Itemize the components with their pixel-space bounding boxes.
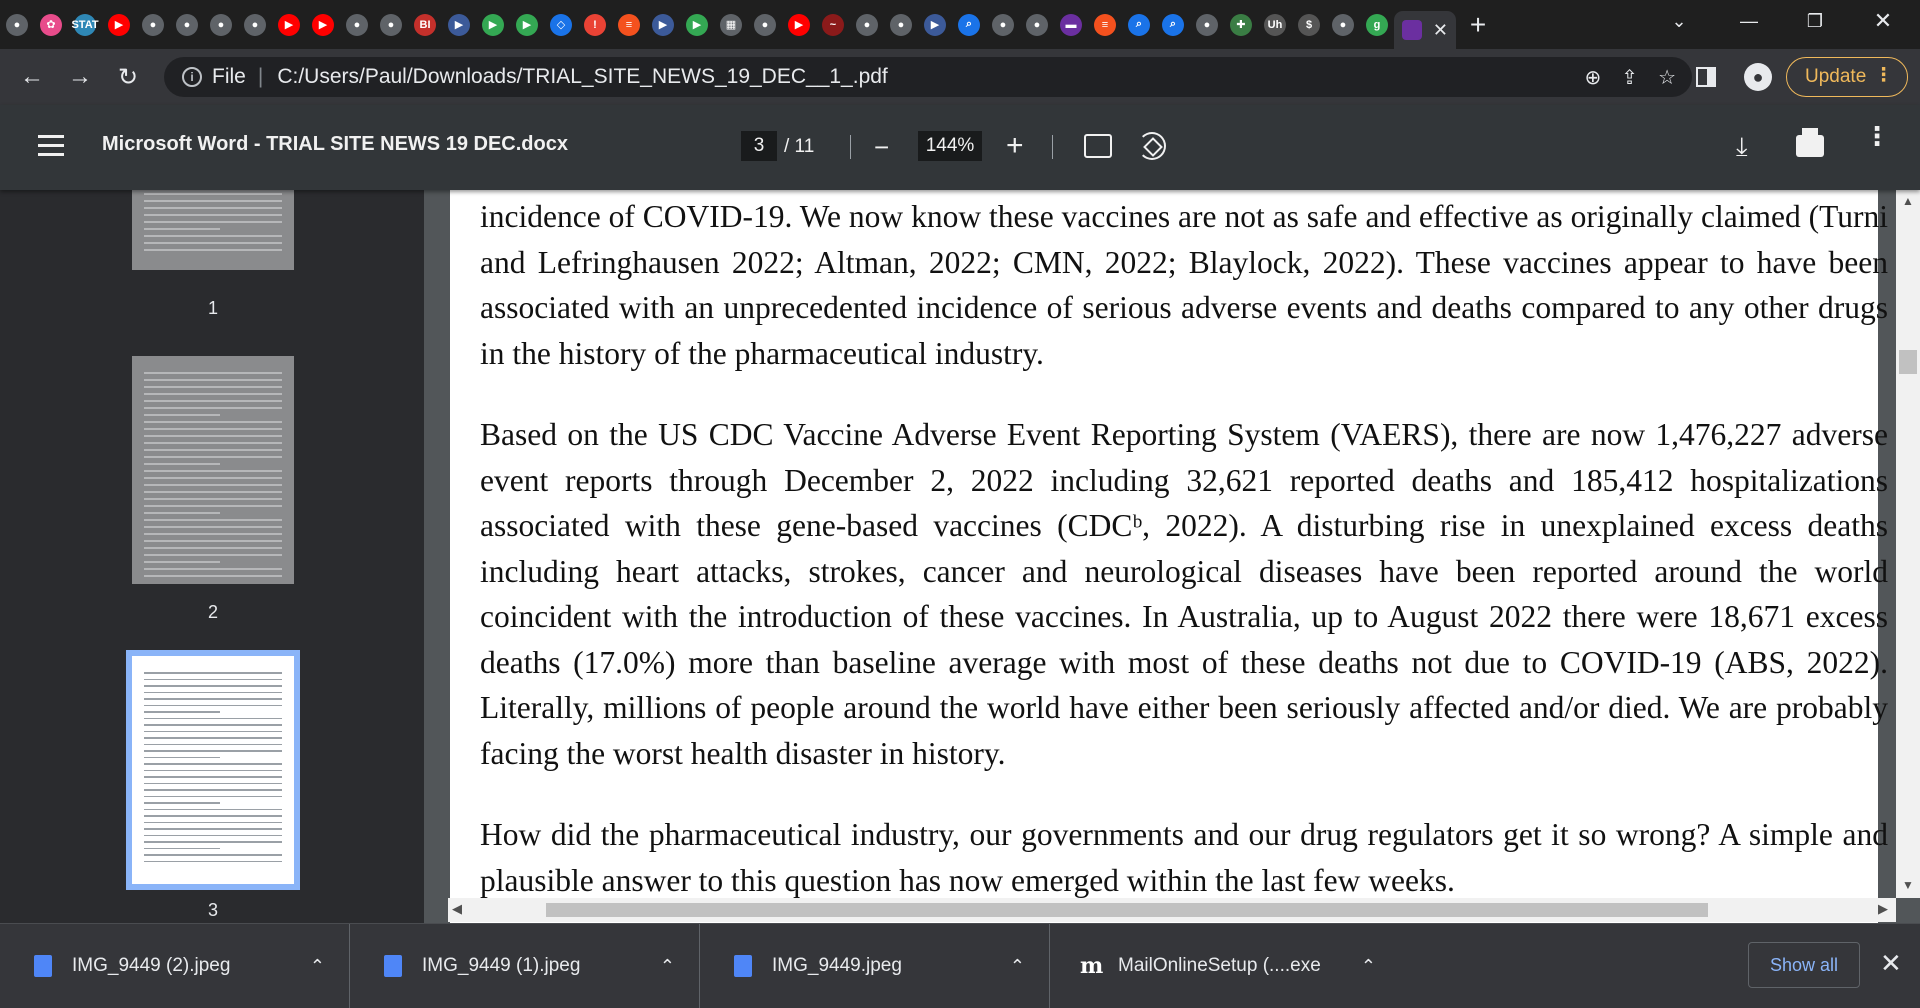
thumbnail-text-line (144, 750, 282, 752)
favicon-tab-16-icon: ▶ (516, 14, 538, 36)
tab[interactable] (918, 0, 952, 49)
pdf-viewer[interactable] (424, 190, 1920, 923)
thumbnail-text-line (144, 498, 282, 500)
thumbnail-text-line (144, 235, 282, 237)
favicon-tab-3-icon: STAT (74, 14, 96, 36)
thumbnail-text-line (144, 200, 282, 202)
show-all-button[interactable]: Show all (1748, 942, 1860, 988)
thumbnail-text-line (144, 789, 282, 791)
favicon-tab-15-icon: ▶ (482, 14, 504, 36)
thumbnail-label: 1 (207, 298, 218, 318)
favicon-tab-17-icon: ◇ (550, 14, 572, 36)
window-close-button[interactable]: ✕ (1873, 8, 1893, 33)
tab[interactable] (1360, 0, 1394, 49)
tab[interactable] (204, 0, 238, 49)
pdf-toolbar (0, 105, 1920, 190)
browser-toolbar (0, 49, 1920, 105)
tab[interactable] (986, 0, 1020, 49)
thumbnail-text-line (144, 214, 282, 216)
thumbnail-text-line (144, 484, 282, 486)
tab[interactable] (1156, 0, 1190, 49)
thumbnail-text-line (144, 428, 282, 430)
favicon-tab-5-icon: ● (142, 14, 164, 36)
vertical-scroll-thumb[interactable] (1899, 350, 1917, 374)
thumbnail-text-line (144, 770, 282, 772)
tab[interactable] (1190, 0, 1224, 49)
menu-dots-icon: ⋮ (1874, 65, 1893, 86)
thumbnail-text-line (144, 672, 282, 674)
tab[interactable] (1020, 0, 1054, 49)
tab-search-icon[interactable]: ⌄ (1671, 10, 1687, 31)
sidebar-menu-icon[interactable] (38, 135, 64, 157)
favicon-tab-35-icon: ⌕ (1162, 14, 1184, 36)
zoom-icon[interactable]: ⊕ (1584, 66, 1602, 89)
thumbnail-text-line (144, 435, 282, 437)
favicon-tab-29-icon: ⌕ (958, 14, 980, 36)
favicon-tab-23-icon: ● (754, 14, 776, 36)
thumbnail-text-line (144, 848, 220, 850)
download-filename: MailOnlineSetup (....exe (1118, 955, 1321, 976)
tab[interactable] (1122, 0, 1156, 49)
reload-button[interactable]: ↻ (117, 63, 139, 91)
favicon-tab-13-icon: BI (414, 14, 436, 36)
thumbnail-text-line (144, 456, 282, 458)
favicon-tab-7-icon: ● (210, 14, 232, 36)
tab[interactable] (306, 0, 340, 49)
download-filename: IMG_9449.jpeg (772, 955, 902, 976)
download-shelf (0, 923, 1920, 1008)
thumbnail-text-line (144, 554, 282, 556)
thumbnail-text-line (144, 242, 282, 244)
chevron-up-icon[interactable]: ⌃ (659, 955, 675, 976)
thumbnail-text-line (144, 421, 282, 423)
tab[interactable] (816, 0, 850, 49)
toolbar-divider (850, 135, 851, 159)
active-tab[interactable] (1394, 11, 1456, 49)
minimize-button[interactable]: — (1740, 10, 1758, 31)
thumbnail-text-line (144, 193, 282, 195)
favicon-tab-27-icon: ● (890, 14, 912, 36)
download-item[interactable] (1050, 924, 1400, 1008)
favicon-tab-9-icon: ▶ (278, 14, 300, 36)
paragraph: How did the pharmaceutical industry, our governments and our drug regulators get it so wrong? A simple and plausible answer to this question has now emerged within the last few weeks. (480, 817, 1888, 898)
favicon-tab-37-icon: ✚ (1230, 14, 1252, 36)
thumbnail-text-line (144, 783, 282, 785)
thumbnail-text-line (144, 679, 282, 681)
tab[interactable] (782, 0, 816, 49)
page-total: / 11 (784, 136, 815, 157)
thumbnail-text-line (144, 407, 282, 409)
tab[interactable] (952, 0, 986, 49)
thumbnail-label: 2 (207, 602, 218, 622)
thumbnail-label: 3 (207, 900, 218, 920)
thumbnail-text-line (144, 711, 220, 713)
tab[interactable] (0, 0, 34, 49)
favicon-tab-19-icon: ≡ (618, 14, 640, 36)
download-item[interactable] (350, 924, 700, 1008)
thumbnail-text-line (144, 533, 282, 535)
profile-avatar-icon[interactable]: ● (1744, 63, 1772, 91)
favicon-tab-25-icon: ~ (822, 14, 844, 36)
thumbnail-text-line (144, 575, 282, 577)
forward-button[interactable]: → (68, 63, 92, 90)
thumbnail-text-line (144, 802, 220, 804)
pdf-page (450, 190, 1888, 923)
tab[interactable] (612, 0, 646, 49)
close-shelf-icon[interactable]: ✕ (1880, 948, 1902, 978)
thumbnail-text-line (144, 400, 282, 402)
thumbnail-text-line (144, 477, 282, 479)
favicon-tab-1-icon: ● (6, 14, 28, 36)
thumbnail-text-line (144, 718, 282, 720)
chevron-up-icon[interactable]: ⌃ (309, 955, 325, 976)
tab[interactable] (476, 0, 510, 49)
scroll-right-arrow-icon[interactable]: ▶ (1878, 901, 1888, 916)
bookmark-star-icon[interactable]: ☆ (1658, 66, 1676, 89)
fit-page-icon[interactable] (1084, 134, 1112, 158)
tab[interactable] (714, 0, 748, 49)
thumbnail-text-line (144, 763, 282, 765)
favicon-tab-36-icon: ● (1196, 14, 1218, 36)
thumbnail-text-line (144, 815, 282, 817)
new-tab-button[interactable]: + (1469, 8, 1487, 40)
document-vertical-scrollbar[interactable] (1896, 190, 1920, 898)
more-actions-icon[interactable]: ⋮ (1864, 121, 1890, 151)
favicon-tab-26-icon: ● (856, 14, 878, 36)
favicon-tab-14-icon: ▶ (448, 14, 470, 36)
thumbnail-text-line (144, 463, 220, 465)
rotate-icon[interactable] (1138, 132, 1166, 160)
tab[interactable] (102, 0, 136, 49)
share-icon[interactable]: ⇪ (1621, 66, 1639, 89)
tab[interactable] (170, 0, 204, 49)
chevron-up-icon[interactable]: ⌃ (1009, 955, 1025, 976)
toolbar-divider (1052, 135, 1053, 159)
tab[interactable] (442, 0, 476, 49)
tab[interactable] (1292, 0, 1326, 49)
tab[interactable] (374, 0, 408, 49)
scroll-up-arrow-icon[interactable]: ▲ (1902, 194, 1914, 208)
zoom-input[interactable]: 144% (918, 131, 982, 161)
scroll-left-arrow-icon[interactable]: ◀ (452, 901, 462, 916)
thumbnail-text-line (144, 414, 220, 416)
thumbnail-page-1[interactable] (132, 190, 294, 270)
tab[interactable] (1054, 0, 1088, 49)
restore-button[interactable]: ❐ (1806, 10, 1824, 31)
tab[interactable] (850, 0, 884, 49)
scheme-label: File (212, 65, 246, 88)
thumbnail-text-line (144, 744, 282, 746)
favicon-tab-32-icon: ▬ (1060, 14, 1082, 36)
thumbnail-text-line (144, 519, 282, 521)
favicon-tab-11-icon: ● (346, 14, 368, 36)
thumbnail-text-line (144, 828, 282, 830)
tab[interactable] (272, 0, 306, 49)
update-label: Update (1805, 66, 1867, 87)
paragraph: incidence of COVID-19. We now know these vaccines are not as safe and effective as originally claimed (Turni and Lefringhausen 2022; Altman, 2022; CMN, 2022; Blaylock, 2022). These vaccines appear to have been associated with an unprecedented incidence of serious adverse events and deaths compared to any other drugs in the history of the pharmaceutical industry. (480, 199, 1888, 371)
favicon-tab-21-icon: ▶ (686, 14, 708, 36)
tab[interactable] (340, 0, 374, 49)
thumbnail-text-line (144, 685, 282, 687)
thumbnail-text-line (144, 692, 282, 694)
tab[interactable] (680, 0, 714, 49)
tab[interactable] (238, 0, 272, 49)
tab[interactable] (408, 0, 442, 49)
tab[interactable] (748, 0, 782, 49)
thumbnail-text-line (144, 491, 282, 493)
thumbnail-text-line (144, 442, 282, 444)
thumbnail-text-line (144, 809, 282, 811)
thumbnail-text-line (144, 379, 282, 381)
tab[interactable] (578, 0, 612, 49)
omnibox-separator: | (257, 65, 264, 88)
thumbnail-text-line (144, 698, 282, 700)
thumbnail-text-line (144, 757, 220, 759)
url-text[interactable]: C:/Users/Paul/Downloads/TRIAL_SITE_NEWS_19_DEC__1_.pdf (277, 65, 888, 88)
favicon-tab-6-icon: ● (176, 14, 198, 36)
document-title: Microsoft Word - TRIAL SITE NEWS 19 DEC.docx (102, 133, 568, 155)
download-item[interactable] (700, 924, 1050, 1008)
horizontal-scroll-thumb[interactable] (546, 903, 1708, 917)
thumbnail-text-line (144, 737, 282, 739)
image-file-icon (384, 955, 402, 977)
thumbnail-text-line (144, 540, 282, 542)
favicon-tab-20-icon: ▶ (652, 14, 674, 36)
back-button[interactable]: ← (20, 63, 44, 90)
thumbnail-text-line (144, 249, 282, 251)
thumbnail-text-line (144, 822, 282, 824)
tab-strip (0, 0, 1920, 49)
favicon-tab-18-icon: ! (584, 14, 606, 36)
tab[interactable] (884, 0, 918, 49)
download-filename: IMG_9449 (1).jpeg (422, 955, 581, 976)
tab[interactable] (136, 0, 170, 49)
thumbnail-text-line (144, 776, 282, 778)
site-info-icon[interactable]: i (182, 67, 202, 87)
favicon-tab-38-icon: Uh (1264, 14, 1286, 36)
thumbnail-text-line (144, 568, 282, 570)
thumbnail-page-3[interactable] (132, 656, 294, 884)
download-icon[interactable]: ⤓ (1736, 131, 1748, 161)
favicon-tab-28-icon: ▶ (924, 14, 946, 36)
zoom-out-button[interactable]: − (874, 132, 890, 162)
favicon-tab-2-icon: ✿ (40, 14, 62, 36)
thumbnail-text-line (144, 221, 282, 223)
thumbnail-text-line (144, 505, 282, 507)
thumbnail-text-line (144, 228, 220, 230)
mailonline-icon: m (1080, 953, 1104, 979)
thumbnail-text-line (144, 512, 220, 514)
update-button[interactable] (1786, 57, 1908, 97)
tab[interactable] (510, 0, 544, 49)
paragraph: Based on the US CDC Vaccine Adverse Event Reporting System (VAERS), there are now 1,476,227 adverse event reports through December 2, 2022 including 32,621 reported deaths and 185,412 hospitalizations associated with these gene-based vaccines (CDCᵇ, 2022). A disturbing rise in unexplained excess deaths including heart attacks, strokes, cancer and neurological diseases have been reported around the world coincident with the introduction of these vaccines. In Australia, up to August 2022 there were 18,671 excess deaths (17.0%) more than baseline average with most of these deaths not due to COVID-19 (ABS, 2022). Literally, millions of people around the world have either been seriously affected and/or died. We are probably facing the worst health disaster in history. (480, 417, 1888, 771)
download-item[interactable] (0, 924, 350, 1008)
thumbnail-text-line (144, 861, 282, 863)
thumbnail-text-line (144, 731, 282, 733)
tab[interactable] (544, 0, 578, 49)
favicon-tab-10-icon: ▶ (312, 14, 334, 36)
active-tab-favicon-icon (1402, 20, 1422, 40)
image-file-icon (34, 955, 52, 977)
thumbnail-text-line (144, 724, 282, 726)
favicon-tab-30-icon: ● (992, 14, 1014, 36)
thumbnail-text-line (144, 386, 282, 388)
image-file-icon (734, 955, 752, 977)
tab[interactable] (34, 0, 68, 49)
scroll-down-arrow-icon[interactable]: ▼ (1902, 878, 1914, 892)
favicon-tab-31-icon: ● (1026, 14, 1048, 36)
tab[interactable] (1326, 0, 1360, 49)
favicon-tab-41-icon: g (1366, 14, 1388, 36)
favicon-tab-40-icon: ● (1332, 14, 1354, 36)
thumbnail-text-line (144, 207, 282, 209)
close-tab-icon[interactable]: ✕ (1432, 19, 1448, 40)
thumbnail-text-line (144, 841, 282, 843)
document-horizontal-scrollbar[interactable] (448, 898, 1896, 922)
tab[interactable] (1088, 0, 1122, 49)
chevron-up-icon[interactable]: ⌃ (1360, 955, 1376, 976)
thumbnail-text-line (144, 449, 282, 451)
zoom-in-button[interactable]: + (1006, 129, 1024, 162)
favicon-tab-39-icon: $ (1298, 14, 1320, 36)
thumbnail-text-line (144, 547, 282, 549)
download-filename: IMG_9449 (2).jpeg (72, 955, 231, 976)
thumbnail-text-line (144, 393, 282, 395)
side-panel-icon[interactable] (1696, 67, 1716, 87)
thumbnail-text-line (144, 561, 220, 563)
tab[interactable] (1224, 0, 1258, 49)
thumbnail-page-2[interactable] (132, 356, 294, 584)
thumbnail-sidebar (0, 190, 424, 923)
address-bar[interactable] (164, 57, 1692, 97)
thumbnail-text-line (144, 835, 282, 837)
thumbnail-text-line (144, 372, 282, 374)
tab[interactable] (68, 0, 102, 49)
favicon-tab-8-icon: ● (244, 14, 266, 36)
print-icon[interactable] (1796, 135, 1824, 157)
favicon-tab-34-icon: ⌕ (1128, 14, 1150, 36)
thumbnail-text-line (144, 796, 282, 798)
thumbnail-text-line (144, 705, 282, 707)
thumbnail-text-line (144, 470, 282, 472)
tab[interactable] (646, 0, 680, 49)
favicon-tab-12-icon: ● (380, 14, 402, 36)
favicon-tab-33-icon: ≡ (1094, 14, 1116, 36)
page-number-input[interactable]: 3 (741, 131, 777, 161)
tab[interactable] (1258, 0, 1292, 49)
favicon-tab-22-icon: ▦ (720, 14, 742, 36)
favicon-tab-4-icon: ▶ (108, 14, 130, 36)
thumbnail-text-line (144, 854, 282, 856)
thumbnail-text-line (144, 526, 282, 528)
favicon-tab-24-icon: ▶ (788, 14, 810, 36)
